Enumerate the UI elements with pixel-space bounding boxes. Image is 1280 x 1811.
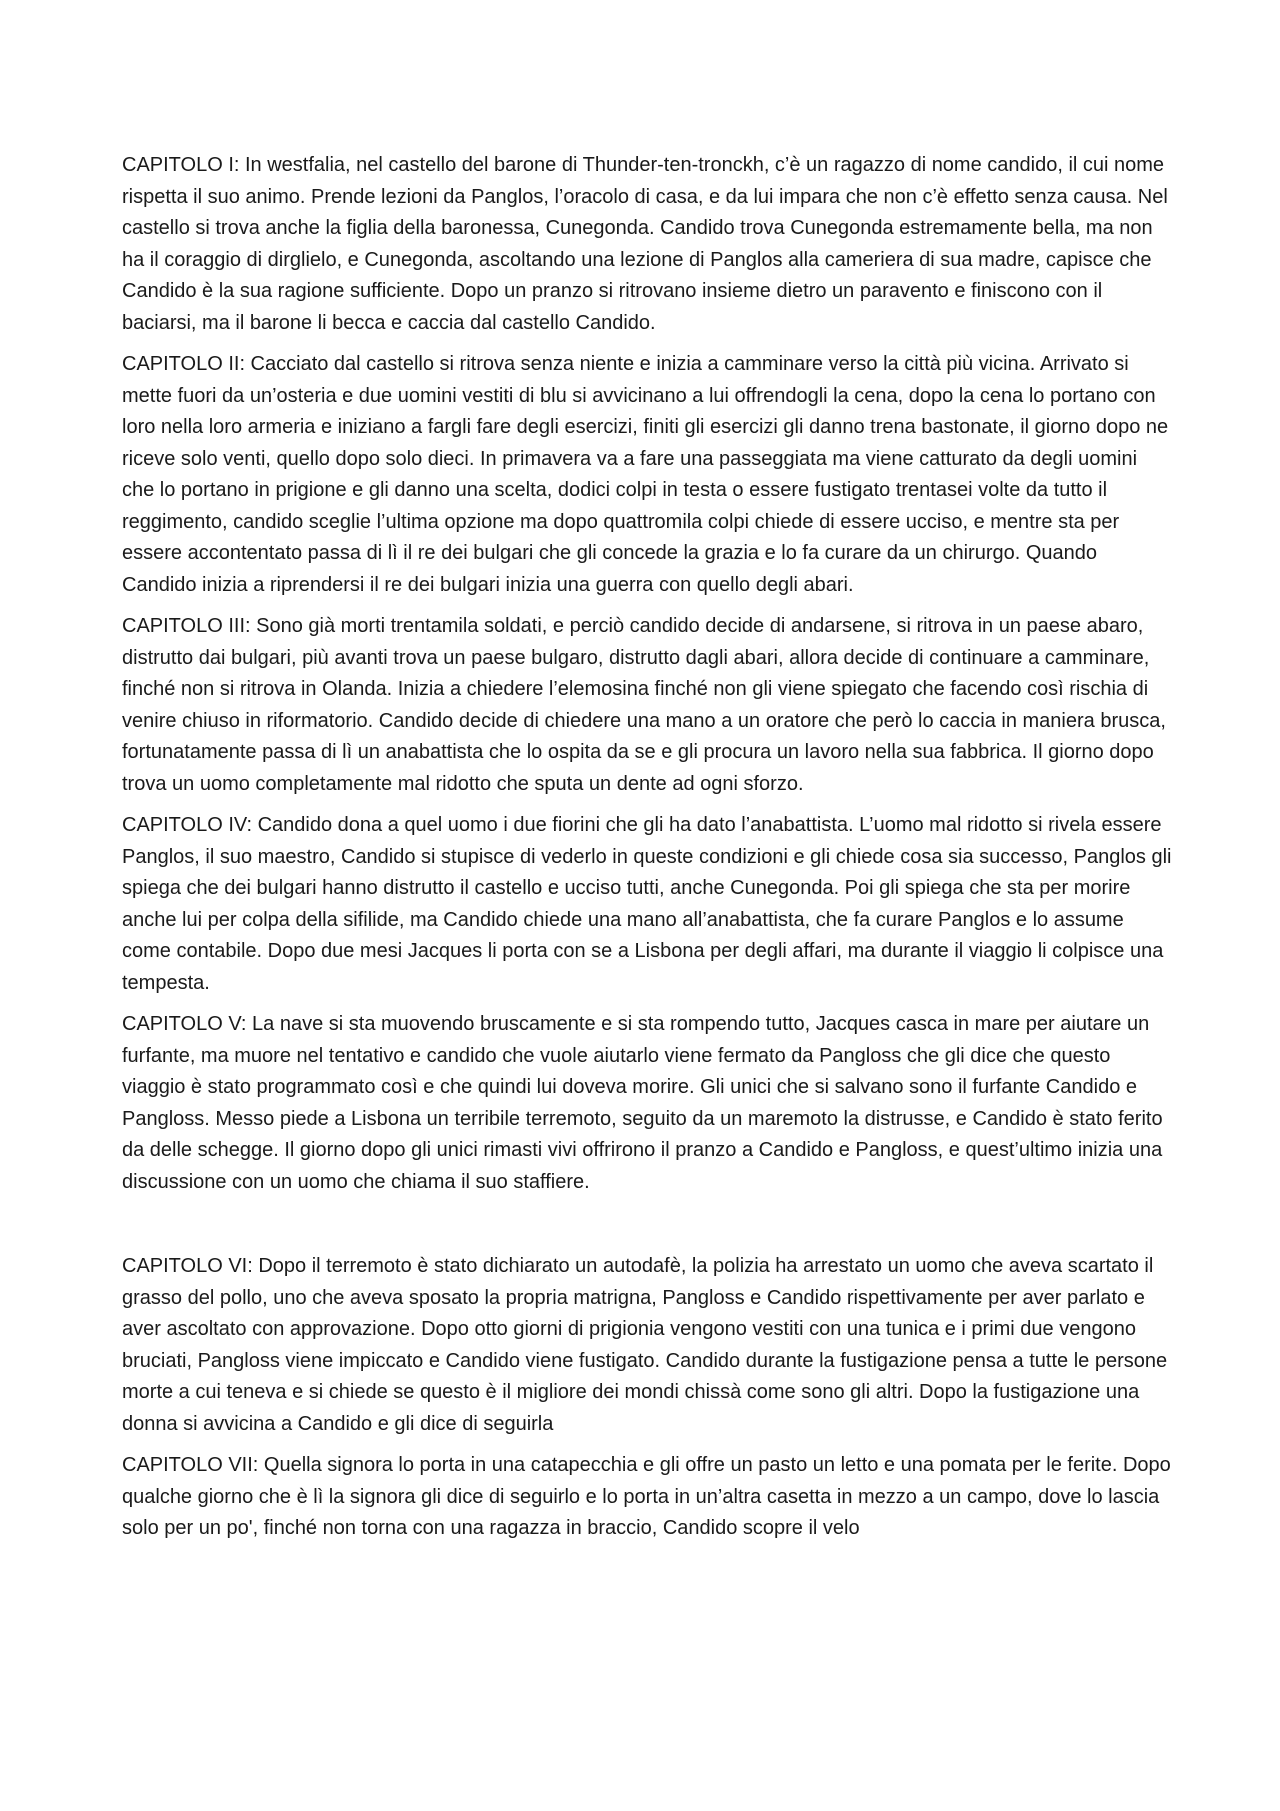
- paragraph-capitolo-5: CAPITOLO V: La nave si sta muovendo bruscamente e si sta rompendo tutto, Jacques casca in mare per aiutare un furfante, ma muore nel tentativo e candido che vuole aiutarlo viene fermato da Pangloss che gli dice che questo viaggio è stato programmato così e che quindi lui doveva morire. Gli unici che si salvano sono il furfante Candido e Pangloss. Messo piede a Lisbona un terribile terremoto, seguito da un maremoto la distrusse, e Candido è stato ferito da delle schegge. Il giorno dopo gli unici rimasti vivi offrirono il pranzo a Candido e Pangloss, e quest’ultimo inizia una discussione con un uomo che chiama il suo staffiere.: [122, 1013, 1163, 1193]
- paragraph-capitolo-1: CAPITOLO I: In westfalia, nel castello del barone di Thunder-ten-tronckh, c’è un ragazzo di nome candido, il cui nome rispetta il suo animo. Prende lezioni da Panglos, l’oracolo di casa, e da lui impara che non c’è effetto senza causa. Nel castello si trova anche la figlia della baronessa, Cunegonda. Candido trova Cunegonda estremamente bella, ma non ha il coraggio di dirglielo, e Cunegonda, ascoltando una lezione di Panglos alla cameriera di sua madre, capisce che Candido è la sua ragione sufficiente. Dopo un pranzo si ritrovano insieme dietro un paravento e finiscono con il baciarsi, ma il barone li becca e caccia dal castello Candido.: [122, 154, 1168, 334]
- paragraph-capitolo-7: CAPITOLO VII: Quella signora lo porta in una catapecchia e gli offre un pasto un letto e una pomata per le ferite. Dopo qualche giorno che è lì la signora gli dice di seguirlo e lo porta in un’altra casetta in mezzo a un campo, dove lo lascia solo per un po', finché non torna con una ragazza in braccio, Candido scopre il velo: [122, 1454, 1171, 1539]
- paragraph-capitolo-2: CAPITOLO II: Cacciato dal castello si ritrova senza niente e inizia a camminare verso la città più vicina. Arrivato si mette fuori da un’osteria e due uomini vestiti di blu si avvicinano a lui offrendogli la cena, dopo la cena lo portano con loro nella loro armeria e iniziano a fargli fare degli esercizi, finiti gli esercizi gli danno trena bastonate, il giorno dopo ne riceve solo venti, quello dopo solo dieci. In primavera va a fare una passeggiata ma viene catturato da degli uomini che lo portano in prigione e gli danno una scelta, dodici colpi in testa o essere fustigato trentasei volte da tutto il reggimento, candido sceglie l’ultima opzione ma dopo quattromila colpi chiede di essere ucciso, e mentre sta per essere accontentato passa di lì il re dei bulgari che gli concede la grazia e lo fa curare da un chirurgo. Quando Candido inizia a riprendersi il re dei bulgari inizia una guerra con quello degli abari.: [122, 353, 1169, 596]
- paragraph-capitolo-3: CAPITOLO III: Sono già morti trentamila soldati, e perciò candido decide di andarsene, si ritrova in un paese abaro, distrutto dai bulgari, più avanti trova un paese bulgaro, distrutto dagli abari, allora decide di continuare a camminare, finché non si ritrova in Olanda. Inizia a chiedere l’elemosina finché non gli viene spiegato che facendo così rischia di venire chiuso in riformatorio. Candido decide di chiedere una mano a un oratore che però lo caccia in maniera brusca, fortunatamente passa di lì un anabattista che lo ospita da se e gli procura un lavoro nella sua fabbrica. Il giorno dopo trova un uomo completamente mal ridotto che sputa un dente ad ogni sforzo.: [122, 615, 1166, 795]
- document-body: [122, 150, 1172, 1555]
- paragraph-capitolo-6: CAPITOLO VI: Dopo il terremoto è stato dichiarato un autodafè, la polizia ha arrestato un uomo che aveva scartato il grasso del pollo, uno che aveva sposato la propria matrigna, Pangloss e Candido rispettivamente per aver parlato e aver ascoltato con approvazione. Dopo otto giorni di prigionia vengono vestiti con una tunica e i primi due vengono bruciati, Pangloss viene impiccato e Candido viene fustigato. Candido durante la fustigazione pensa a tutte le persone morte a cui teneva e si chiede se questo è il migliore dei mondi chissà come sono gli altri. Dopo la fustigazione una donna si avvicina a Candido e gli dice di seguirla: [122, 1255, 1168, 1435]
- paragraph-capitolo-4: CAPITOLO IV: Candido dona a quel uomo i due fiorini che gli ha dato l’anabattista. L’uomo mal ridotto si rivela essere Panglos, il suo maestro, Candido si stupisce di vederlo in queste condizioni e gli chiede cosa sia successo, Panglos gli spiega che dei bulgari hanno distrutto il castello e ucciso tutti, anche Cunegonda. Poi gli spiega che sta per morire anche lui per colpa della sifilide, ma Candido chiede una mano all’anabattista, che fa curare Panglos e lo assume come contabile. Dopo due mesi Jacques li porta con se a Lisbona per degli affari, ma durante il viaggio li colpisce una tempesta.: [122, 814, 1172, 994]
